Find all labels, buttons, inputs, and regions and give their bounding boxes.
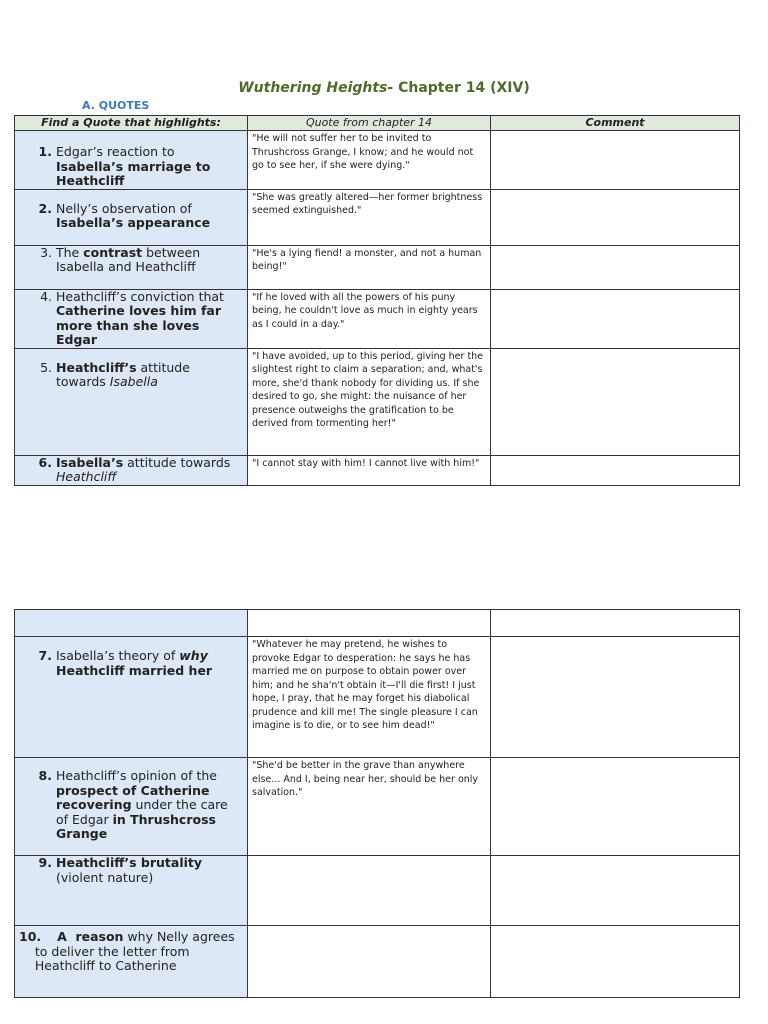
quote-cell: "Whatever he may pretend, he wishes to provoke Edgar to desperation: he says he has married me on purpose to obtain power over him; and he sha'n't obtain it—I'll die first! I just hope, I pray, that he may forget his diabolical prudence and kill me! The single pleasure I can imagine is to die, or to see him dead!" (248, 637, 491, 758)
prompt-cell: 10. A reason why Nelly agrees to deliver the letter from Heathcliff to Catherine (15, 926, 248, 998)
table-row (15, 758, 740, 856)
prompt-cell (15, 610, 248, 637)
header-prompt: Find a Quote that highlights: (15, 116, 248, 131)
prompt-cell: 2. Nelly’s observation of Isabella’s appearance (15, 189, 248, 245)
prompt-cell: 7. Isabella’s theory of why Heathcliff married her (15, 637, 248, 758)
table-row (15, 856, 740, 926)
comment-cell[interactable] (491, 926, 740, 998)
quote-cell: "I have avoided, up to this period, giving her the slightest right to claim a separation; and, what's more, she'd thank nobody for dividing us. If she desired to go, she might: the nuisance of her presence outweighs the gratification to be derived from tormenting her!" (248, 348, 491, 455)
table-row (15, 637, 740, 758)
prompt-cell: 8. Heathcliff’s opinion of the prospect of Catherine recovering under the care of Edgar in Thrushcross Grange (15, 758, 248, 856)
quote-cell: "He will not suffer her to be invited to Thrushcross Grange, I know; and he would not go to see her, if she were dying." (248, 131, 491, 190)
table-header-row (15, 116, 740, 131)
comment-cell[interactable] (491, 245, 740, 289)
header-quote: Quote from chapter 14 (248, 116, 491, 131)
table-row (15, 245, 740, 289)
quote-cell: "He's a lying fiend! a monster, and not a human being!" (248, 245, 491, 289)
quote-cell (248, 926, 491, 998)
quote-cell: "I cannot stay with him! I cannot live with him!" (248, 455, 491, 485)
prompt-cell: 3. The contrast between Isabella and Heathcliff (15, 245, 248, 289)
table-row (15, 455, 740, 485)
prompt-cell: 5. Heathcliff’s attitude towards Isabella (15, 348, 248, 455)
comment-cell[interactable] (491, 637, 740, 758)
quote-cell (248, 610, 491, 637)
header-comment: Comment (491, 116, 740, 131)
prompt-cell: 9. Heathcliff’s brutality (violent nature) (15, 856, 248, 926)
comment-cell[interactable] (491, 348, 740, 455)
quotes-table-1 (14, 115, 740, 486)
table-row (15, 610, 740, 637)
comment-cell[interactable] (491, 758, 740, 856)
document-title: Wuthering Heights- Chapter 14 (XIV) (238, 80, 530, 96)
table-row (15, 131, 740, 190)
table-row (15, 348, 740, 455)
prompt-cell: 4. Heathcliff’s conviction that Catherine loves him far more than she loves Edgar (15, 289, 248, 348)
comment-cell[interactable] (491, 455, 740, 485)
prompt-cell: 1. Edgar’s reaction to Isabella’s marriage to Heathcliff (15, 131, 248, 190)
table-row (15, 926, 740, 998)
prompt-cell: 6. Isabella’s attitude towards Heathcliff (15, 455, 248, 485)
comment-cell[interactable] (491, 856, 740, 926)
comment-cell[interactable] (491, 189, 740, 245)
table-row (15, 289, 740, 348)
table-row (15, 189, 740, 245)
section-heading: A. QUOTES (82, 99, 150, 112)
quotes-table-2 (14, 609, 740, 998)
quote-cell (248, 856, 491, 926)
comment-cell[interactable] (491, 289, 740, 348)
quote-cell: "She'd be better in the grave than anywhere else... And I, being near her, should be her only salvation." (248, 758, 491, 856)
comment-cell[interactable] (491, 610, 740, 637)
comment-cell[interactable] (491, 131, 740, 190)
quote-cell: "She was greatly altered—her former brightness seemed extinguished." (248, 189, 491, 245)
quote-cell: "If he loved with all the powers of his puny being, he couldn't love as much in eighty years as I could in a day." (248, 289, 491, 348)
